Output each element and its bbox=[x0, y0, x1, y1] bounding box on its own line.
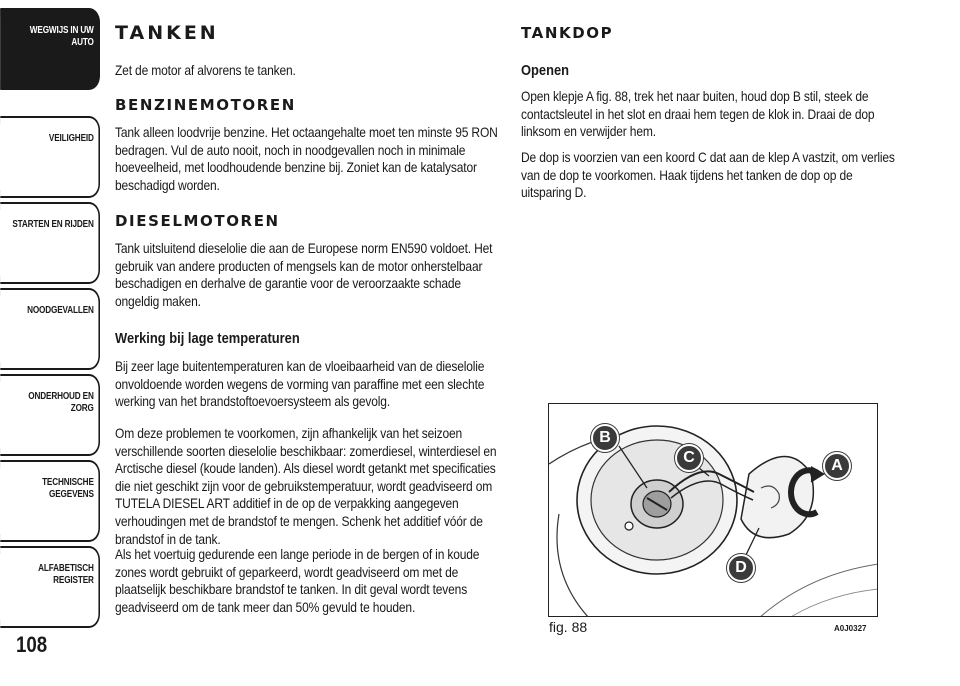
tab-label-line2: ZORG bbox=[70, 402, 94, 414]
tab-onderhoud-en-zorg[interactable] bbox=[0, 374, 100, 456]
lowtemp-paragraph-1: Bij zeer lage buitentemperaturen kan de vloeibaarheid van de dieselolie onvoldoende worden wegens de vorming van paraffine met een slechte werking van het brandstoftoevoersysteem als gevolg. bbox=[115, 358, 485, 410]
tab-starten-en-rijden[interactable] bbox=[0, 202, 100, 284]
openen-paragraph-1: Open klepje A fig. 88, trek het naar buiten, houd dop B stil, steek de contactsleutel in het slot en draai hem tegen de klok in. Draai de dop linksom en verwijder hem. bbox=[521, 88, 875, 140]
figure-caption: fig. 88 bbox=[549, 619, 588, 635]
lowtemp-paragraph-2: Om deze problemen te voorkomen, zijn afhankelijk van het seizoen verschillende soorten dieselolie beschikbaar: zomerdiesel, winterdiesel en Arctische diesel (koude landen). Als diesel wordt getankt met specificaties die niet geschikt zijn voor de gebruikstemperatuur, wordt geadviseerd om TUTELA DIESEL ART additief in de op de verpakking aangegeven verhoudingen met de brandstof te mengen. Schenk het additief vóór de brandstof in de tank. bbox=[115, 425, 497, 547]
tab-label-line1: TECHNISCHE bbox=[42, 476, 94, 488]
figure-code: A0J0327 bbox=[834, 624, 867, 633]
openen-heading: Openen bbox=[521, 62, 570, 79]
diesel-heading: DIESELMOTOREN bbox=[115, 212, 280, 230]
tab-label-line1: NOODGEVALLEN bbox=[27, 304, 94, 316]
callout-d: D bbox=[727, 554, 755, 582]
tab-noodgevallen[interactable] bbox=[0, 288, 100, 370]
tab-label-line2: GEGEVENS bbox=[49, 488, 94, 500]
callout-b: B bbox=[591, 424, 619, 452]
tab-label-line1: ALFABETISCH bbox=[38, 562, 94, 574]
fuel-cap-illustration bbox=[548, 403, 878, 617]
tab-label-line1: VEILIGHEID bbox=[48, 132, 94, 144]
lowtemp-heading: Werking bij lage temperaturen bbox=[115, 330, 300, 347]
diesel-text: Tank uitsluitend dieselolie die aan de Europese norm EN590 voldoet. Het gebruik van andere producten of mengsels kan de motor onherstelbaar beschadigen en derhalve de garantie voor de veroorzaakte schade ongeldig maken. bbox=[115, 240, 493, 309]
tankdop-heading: TANKDOP bbox=[521, 24, 614, 42]
openen-paragraph-2: De dop is voorzien van een koord C dat aan de klep A vastzit, om verlies van de dop te voorkomen. Haak tijdens het tanken de dop op de uitsparing D. bbox=[521, 149, 895, 201]
tab-technische-gegevens[interactable] bbox=[0, 460, 100, 542]
tab-veiligheid[interactable] bbox=[0, 116, 100, 198]
chapter-tabs bbox=[0, 0, 100, 640]
lowtemp-paragraph-3: Als het voertuig gedurende een lange periode in de bergen of in koude zones wordt gebruikt of geparkeerd, wordt geadviseerd om met de plaatselijk beschikbare brandstof te tanken. In dit geval wordt tevens geadviseerd om de tank meer dan 50% gevuld te houden. bbox=[115, 546, 480, 615]
benzine-heading: BENZINEMOTOREN bbox=[115, 96, 296, 114]
tab-label-line1: STARTEN EN RIJDEN bbox=[12, 218, 94, 230]
intro-text: Zet de motor af alvorens te tanken. bbox=[115, 62, 296, 78]
page-title: TANKEN bbox=[115, 22, 219, 44]
callout-a: A bbox=[823, 452, 851, 480]
tab-alfabetisch-register[interactable] bbox=[0, 546, 100, 628]
tab-label-line2: REGISTER bbox=[53, 574, 94, 586]
page-number: 108 bbox=[16, 632, 48, 657]
tab-label-line1: ONDERHOUD EN bbox=[28, 390, 94, 402]
benzine-text: Tank alleen loodvrije benzine. Het octaangehalte moet ten minste 95 RON bedragen. Vul de auto nooit, noch in noodgevallen noch in minimale hoeveelheid, met loodhoudende benzine bij. Zoniet kan de katalysator beschadigd worden. bbox=[115, 124, 498, 193]
callout-c: C bbox=[675, 444, 703, 472]
tab-wegwijs-in-uw-auto[interactable] bbox=[0, 8, 100, 90]
tab-label-line1: WEGWIJS IN UW bbox=[29, 24, 94, 36]
tab-label-line2: AUTO bbox=[71, 36, 94, 48]
